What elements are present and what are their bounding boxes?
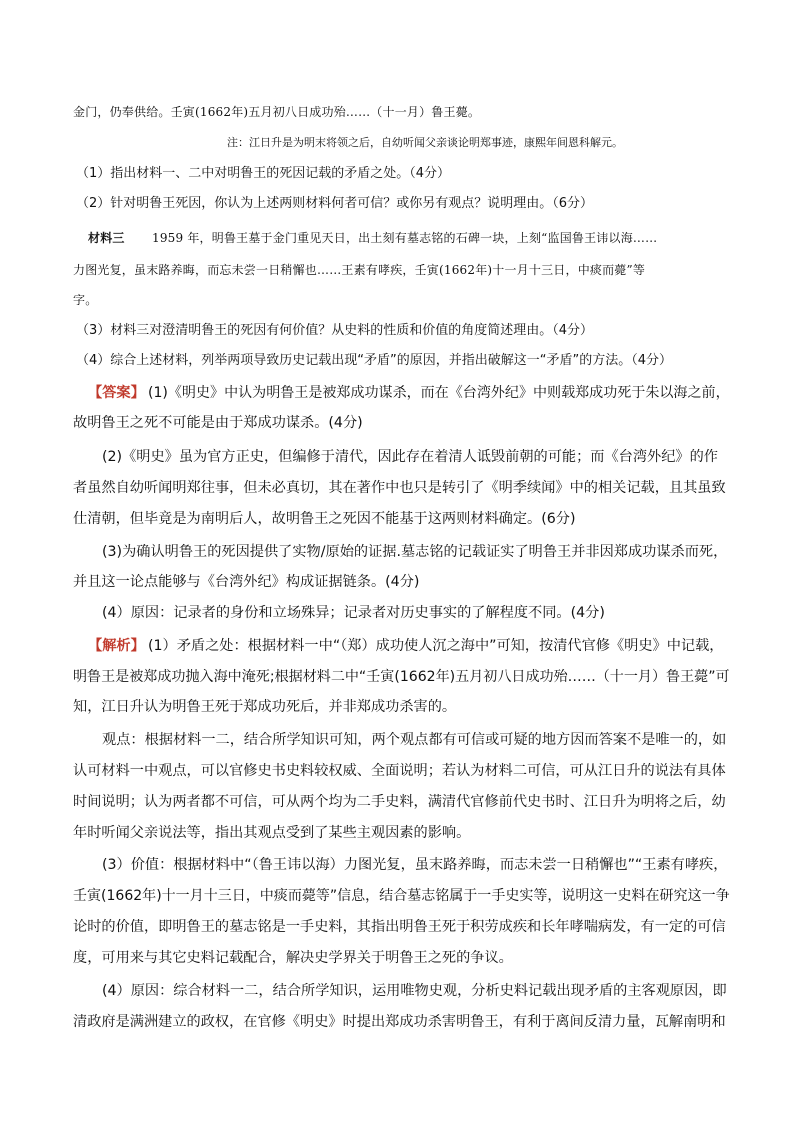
question-1: （1）指出材料一、二中对明鲁王的死因记载的矛盾之处。（4分）	[76, 166, 451, 181]
analysis-line: 度，可用来与其它史料记载配合，解决史学界关于明鲁王之死的争议。	[73, 950, 513, 966]
analysis-line: (4）原因：综合材料一二，结合所学知识，运用唯物史观，分析史料记载出现矛盾的主客观原因，即	[102, 983, 727, 999]
answer-line: 者虽然自幼听闻明郑往事，但未必真切，其在著作中也只是转引了《明季续闻》中的相关记载，且其虽致	[73, 480, 726, 496]
answer-line: 故明鲁王之死不可能是由于郑成功谋杀。(4分)	[73, 415, 363, 431]
material-two-note: 注：江日升是为明末将领之后，自幼听闻父亲谈论明郑事迹，康熙年间恩科解元。	[227, 136, 623, 149]
answer-line: (1)《明史》中认为明鲁王是被郑成功谋杀，而在《台湾外纪》中则载郑成功死于朱以海之前，	[148, 385, 730, 401]
analysis-line: 时间说明；认为两者都不可信，可从两个均为二手史料，满清代官修前代史书时、江日升为明将之后，幼	[73, 794, 726, 810]
analysis-line: (1）矛盾之处：根据材料一中“（郑）成功使人沉之海中”可知，按清代官修《明史》中记载，	[148, 638, 724, 654]
answer-line: 并且这一论点能够与《台湾外纪》构成证据链条。(4分)	[73, 574, 420, 590]
answer-line: (3)为确认明鲁王的死因提供了实物/原始的证据.墓志铭的记载证实了明鲁王并非因郑成功谋杀而死，	[102, 544, 728, 560]
material-two-continuation: 金门，仍奉供给。壬寅(1662年)五月初八日成功殆……（十一月）鲁王薨。	[73, 105, 481, 119]
material-three-line: 字。	[73, 293, 98, 307]
analysis-line: 认可材料一中观点，可以官修史书史料较权威、全面说明；若认为材料二可信，可从江日升的说法有具体	[73, 763, 726, 779]
material-three-line: 力图光复，虽末路养晦，而忘未尝一日稍懈也……王素有哮疾，壬寅(1662年)十一月十三日，中痰而薨”等	[73, 263, 646, 277]
analysis-line: 观点：根据材料一二，结合所学知识可知，两个观点都有可信或可疑的地方因而答案不是唯一的，如	[102, 732, 727, 748]
analysis-line: 明鲁王是被郑成功抛入海中淹死;根据材料二中“壬寅(1662年)五月初八日成功殆……（十一月）鲁王薨”可	[73, 669, 730, 685]
material-three-line: 1959 年，明鲁王墓于金门重见天日，出土刻有墓志铭的石碑一块，上刻“监国鲁王讳以海……	[152, 231, 658, 245]
question-2: （2）针对明鲁王死因，你认为上述两则材料何者可信？或你另有观点？说明理由。（6分）	[76, 196, 594, 211]
answer-line: (2)《明史》虽为官方正史，但编修于清代，因此存在着清人诋毁前朝的可能；而《台湾外纪》的作	[102, 449, 718, 465]
answer-line: 仕清朝，但毕竟是为南明后人，故明鲁王之死因不能基于这两则材料确定。(6分)	[73, 511, 576, 527]
analysis-line: 壬寅(1662年)十一月十三日，中痰而薨等”信息，结合墓志铭属于一手史实等，说明这一史料在研究这一争	[73, 888, 730, 904]
analysis-line: 知，江日升认为明鲁王死于郑成功死后，并非郑成功杀害的。	[73, 699, 457, 715]
analysis-line: (3）价值：根据材料中“（鲁王讳以海）力图光复，虽末路养晦，而志未尝一日稍懈也”“王素有哮疾，	[102, 857, 728, 873]
analysis-line: 论时的价值，即明鲁王的墓志铭是一手史料，其指出明鲁王死于积劳成疾和长年哮喘病发，有一定的可信	[73, 919, 726, 935]
analysis-line: 年时听闻父亲说法等，指出其观点受到了某些主观因素的影响。	[73, 825, 471, 841]
analysis-line: 清政府是满洲建立的政权，在官修《明史》时提出郑成功杀害明鲁王，有利于离间反清力量，瓦解南明和	[73, 1014, 726, 1030]
analysis-tag: 【解析】	[88, 638, 145, 654]
answer-tag: 【答案】	[88, 385, 145, 401]
answer-line: (4）原因：记录者的身份和立场殊异；记录者对历史事实的了解程度不同。(4分)	[102, 605, 605, 621]
question-3: （3）材料三对澄清明鲁王的死因有何价值？从史料的性质和价值的角度简述理由。（4分）	[76, 323, 594, 338]
material-three-label: 材料三	[88, 231, 125, 245]
question-4: （4）综合上述材料，列举两项导致历史记载出现“矛盾”的原因，并指出破解这一“矛盾”的方法。（4分）	[76, 353, 672, 368]
